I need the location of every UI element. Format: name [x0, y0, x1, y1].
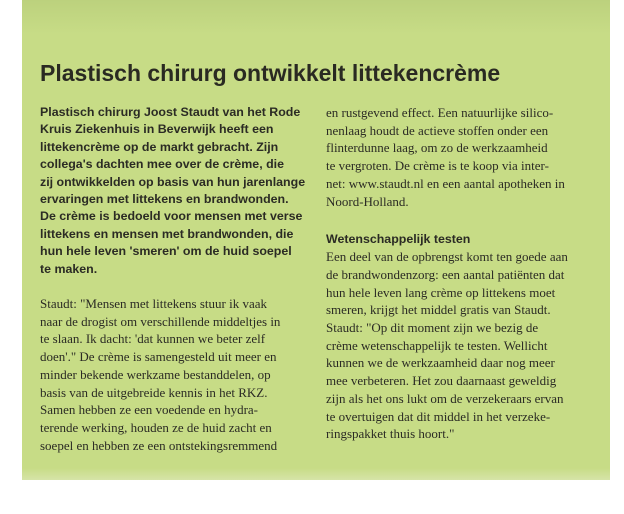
right-column	[326, 104, 601, 443]
bleed-through-decoration	[112, 0, 131, 43]
article-intro: Plastisch chirurg Joost Staudt van het Rode Kruis Ziekenhuis in Beverwijk heeft een littekencrème op de markt gebracht. Zijn collega's dachten mee over de crème, die zij ontwikkelden op basis van hun jarenlange ervaringen met littekens en brandwonden. De crème is bedoeld voor mensen met verse littekens en mensen met brandwonden, die hun hele leven 'smeren' om de huid soepel te maken.	[40, 105, 306, 276]
left-body-text: Staudt: "Mensen met littekens stuur ik vaak naar de drogist om verschillende middeltjes in te slaan. Ik dacht: 'dat kunnen we beter zelf doen'." De crème is samengesteld uit meer en minder bekende werkzame bestanddelen, op basis van de uitgebreide kennis in het RKZ. Samen hebben ze een voedende en hydra- terende werking, houden ze de huid zacht en soepel en hebben ze een ontstekingsremmend	[40, 296, 281, 453]
right-body-text: en rustgevend effect. Een natuurlijke silico- nenlaag houdt de actieve stoffen onder een flinterdunne laag, om zo de werkzaamheid te vergroten. De crème is te koop via inter- net: www.staudt.nl en een aantal apotheken in Noord-Holland.	[326, 105, 565, 209]
clipping-top-strip	[22, 0, 610, 34]
section-subheading: Wetenschappelijk testen	[326, 232, 471, 247]
newspaper-clipping	[22, 0, 610, 480]
article-headline: Plastisch chirurg ontwikkelt littekencrème	[40, 60, 501, 86]
left-column	[40, 104, 310, 454]
right-body-text-2: Een deel van de opbrengst komt ten goede aan de brandwondenzorg: een aantal patiënten dat hun hele leven lang crème op littekens moet smeren, krijgt het middel gratis van Staudt. Staudt: "Op dit moment zijn we bezig de crème wetenschappelijk te testen. Wellicht kunnen we de werkzaamheid daar nog meer mee verbeteren. Het zou daarnaast geweldig zijn als het ons lukt om de verzekeraars ervan te overtuigen dat dit middel in het verzeke- ringspakket thuis hoort."	[326, 249, 568, 442]
clipping-bottom-edge	[22, 468, 610, 480]
